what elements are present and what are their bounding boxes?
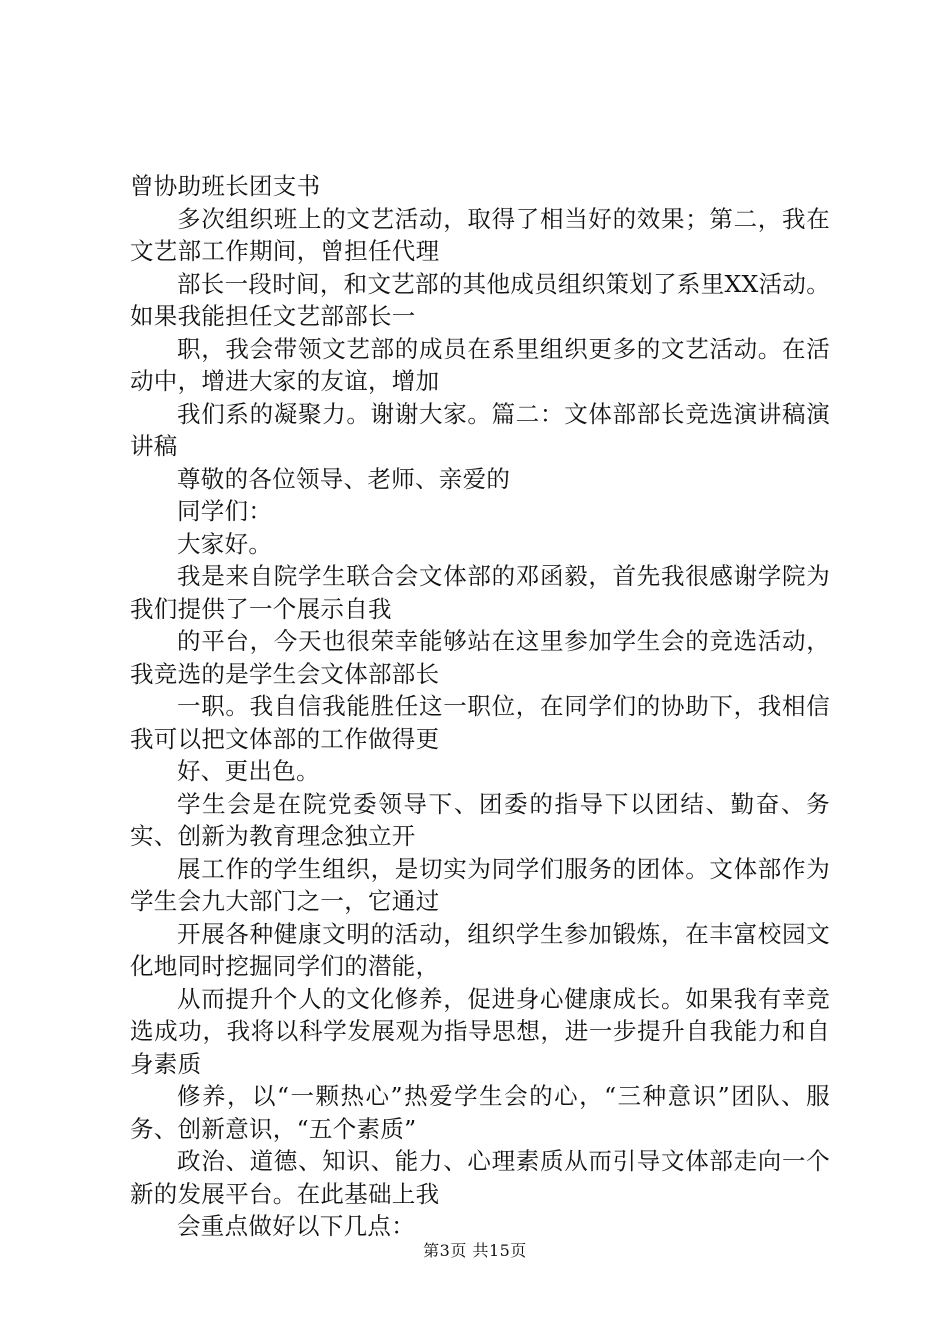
paragraph: 尊敬的各位领导、老师、亲爱的 (177, 464, 511, 493)
paragraph: 会重点做好以下几点： (177, 1212, 415, 1240)
paragraph: 好、更出色。 (177, 757, 320, 785)
paragraph: 从而提升个人的文化修养，促进身心健康成长。如果我有幸竞选成功，我将以科学发展观为指导思想，进一步提升自我能力和自身素质 (130, 984, 830, 1078)
paragraph: 一职。我自信我能胜任这一职位，在同学们的协助下，我相信我可以把文体部的工作做得更 (130, 692, 830, 753)
paragraph: 政治、道德、知识、能力、心理素质从而引导文体部走向一个新的发展平台。在此基础上我 (130, 1147, 830, 1208)
paragraph: 大家好。 (177, 529, 273, 558)
paragraph: 部长一段时间，和文艺部的其他成员组织策划了系里XX活动。如果我能担任文艺部部长一 (130, 269, 830, 330)
page-footer: 第3页 共15页 (423, 1241, 527, 1260)
paragraph: 的平台，今天也很荣幸能够站在这里参加学生会的竞选活动，我竞选的是学生会文体部部长 (130, 627, 830, 688)
paragraph: 展工作的学生组织，是切实为同学们服务的团体。文体部作为学生会九大部门之一，它通过 (130, 854, 830, 915)
paragraph: 职，我会带领文艺部的成员在系里组织更多的文艺活动。在活动中，增进大家的友谊，增加 (130, 334, 830, 395)
paragraph: 开展各种健康文明的活动，组织学生参加锻炼，在丰富校园文化地同时挖掘同学们的潜能， (130, 919, 830, 980)
paragraph: 多次组织班上的文艺活动，取得了相当好的效果；第二，我在文艺部工作期间，曾担任代理 (130, 204, 830, 265)
paragraph: 学生会是在院党委领导下、团委的指导下以团结、勤奋、务实、创新为教育理念独立开 (130, 789, 830, 850)
paragraph: 修养，以“一颗热心”热爱学生会的心，“三种意识”团队、服务、创新意识，“五个素质” (130, 1082, 830, 1143)
paragraph: 曾协助班长团支书 (130, 172, 321, 200)
paragraph: 我们系的凝聚力。谢谢大家。篇二：文体部部长竞选演讲稿演讲稿 (130, 399, 830, 460)
paragraph: 同学们： (177, 497, 273, 525)
document-body (130, 170, 830, 1243)
paragraph: 我是来自院学生联合会文体部的邓函毅，首先我很感谢学院为我们提供了一个展示自我 (130, 562, 830, 623)
